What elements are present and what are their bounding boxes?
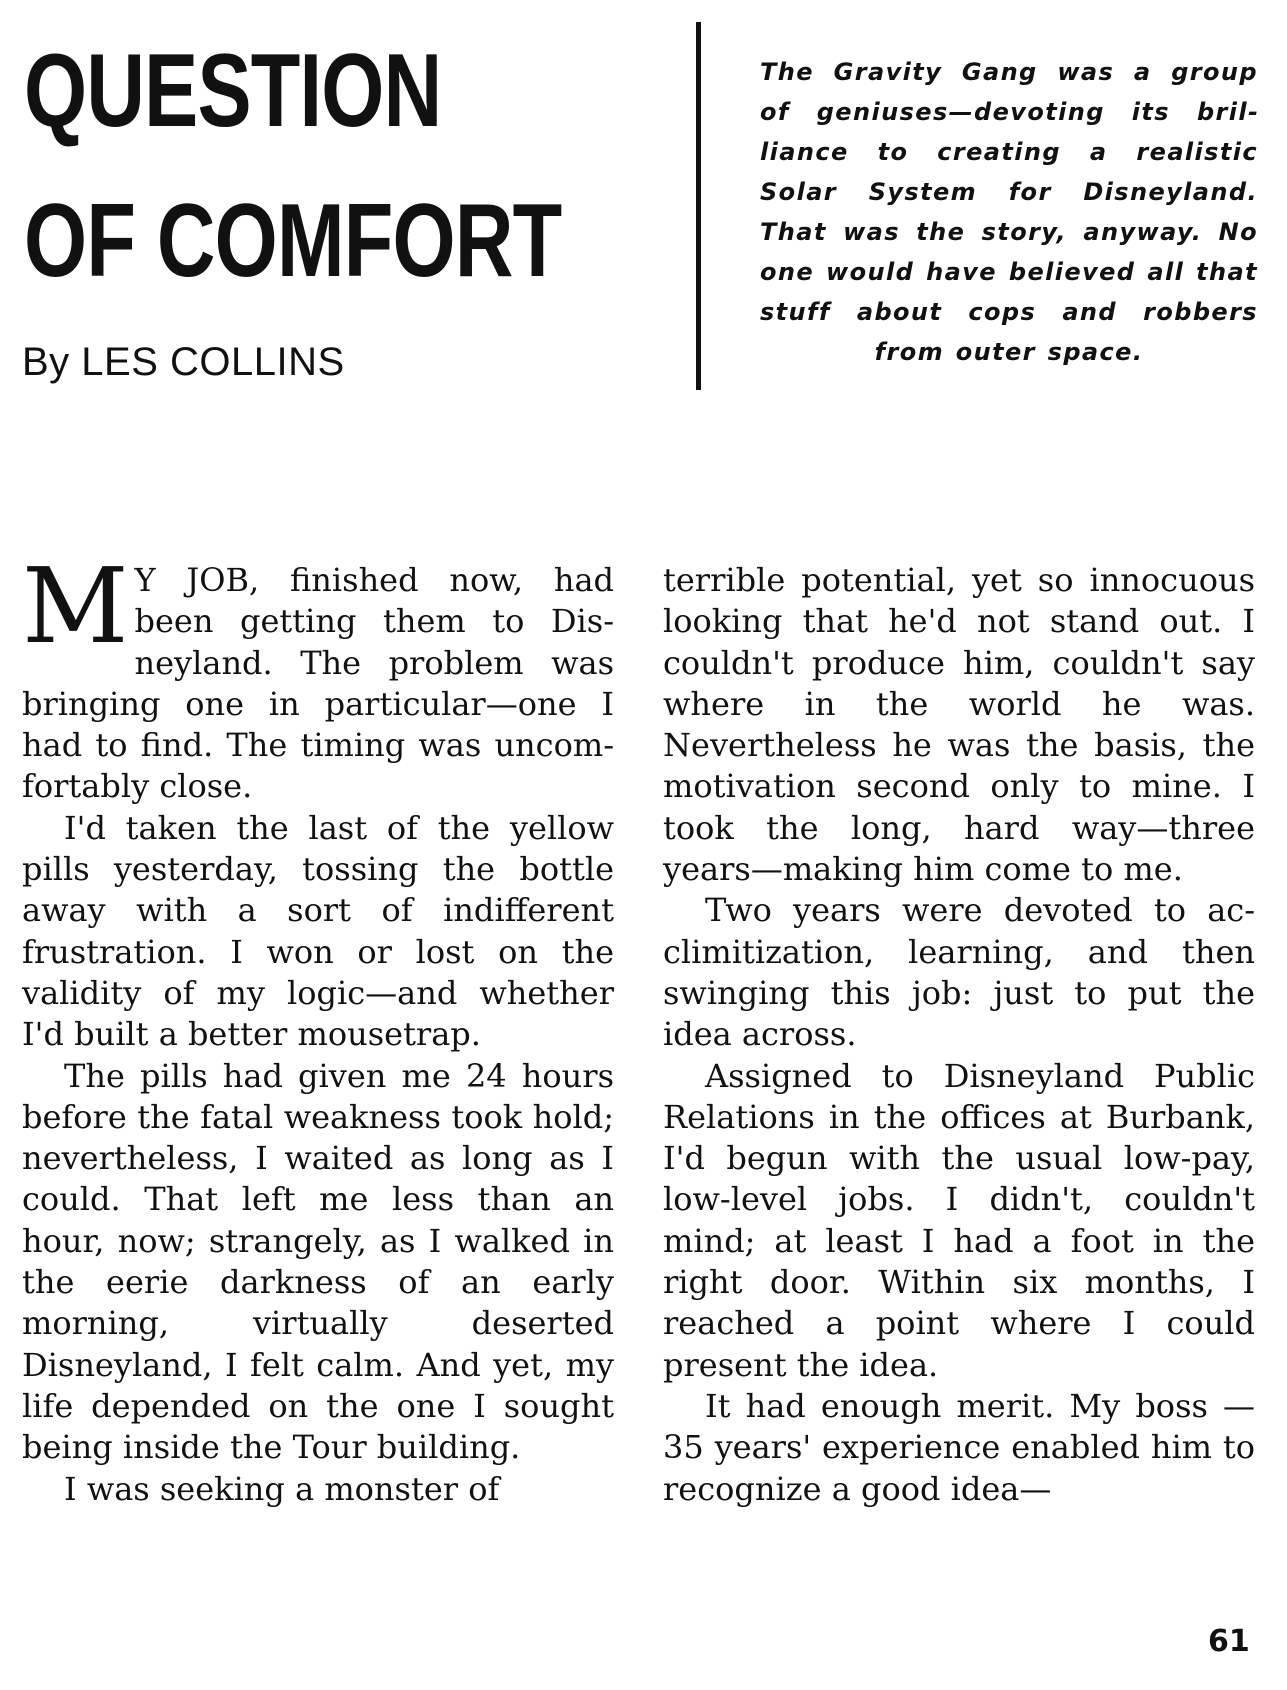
page-number: 61 (1208, 1624, 1250, 1659)
paragraph: The pills had given me 24 hours before the fatal weakness took hold; nevertheless, I waited as long as I could. That left me less than an hour, now; strangely, as I walked in the eerie darkness of an early morning, virtually deserted Disneyland, I felt calm. And yet, my life depended on the one I sought being inside the Tour building. (22, 1056, 614, 1467)
paragraph (22, 545, 614, 808)
body-column-right (663, 560, 1255, 1510)
title-line-1: QUESTION (24, 33, 442, 149)
vertical-divider (696, 22, 701, 390)
paragraph: I'd taken the last of the yellow pills yesterday, tossing the bottle away with a sort of indifferent frustration. I won or lost on the validity of my logic—and whether I'd built a better mousetrap. (22, 808, 614, 1054)
article-blurb: The Gravity Gang was a group of geniuses—devoting its brilliance to creating a realistic Solar System for Disneyland. That was the story, anyway. No one would have believed all that stuff about cops and robbers from outer space. (760, 58, 1258, 366)
article-title (24, 16, 562, 316)
paragraph: I was seeking a monster of (64, 1469, 500, 1508)
paragraph: It had enough merit. My boss —35 years' experience enabled him to recognize a good idea— (663, 1386, 1255, 1508)
drop-cap: M (22, 545, 129, 667)
body-column-left (22, 545, 614, 1510)
byline: By LES COLLINS (22, 340, 345, 384)
paragraph: Two years were devoted to acclimitization, learning, and then swinging this job: just to put the idea across. (663, 891, 1255, 1054)
title-line-2: OF COMFORT (24, 183, 562, 299)
paragraph: terrible potential, yet so innocuous looking that he'd not stand out. I couldn't produce him, couldn't say where in the world he was. Nevertheless he was the basis, the motivation second only to mine. I took the long, hard way—three years—making him come to me. (663, 561, 1255, 889)
paragraph: Assigned to Disneyland Public Relations in the offices at Burbank, I'd begun with the usual low-pay, low-level jobs. I didn't, couldn't mind; at least I had a foot in the right door. Within six months, I reached a point where I could present the idea. (663, 1056, 1255, 1384)
paragraph-text: Y JOB, finished now, had been getting them to Disneyland. The problem was bringing one in particular—one I had to find. The timing was uncomfortably close. (22, 561, 614, 806)
